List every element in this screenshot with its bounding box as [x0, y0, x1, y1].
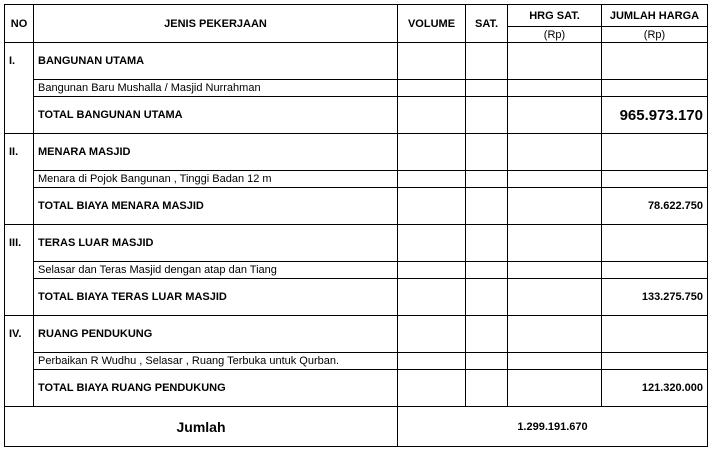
total-row	[5, 279, 708, 316]
header-hrg-sat: HRG SAT.	[508, 5, 602, 27]
item-row	[5, 262, 708, 279]
section-title: RUANG PENDUKUNG	[34, 316, 398, 353]
item-row	[5, 353, 708, 370]
total-value: 965.973.170	[602, 97, 708, 134]
header-jumlah-harga-unit: (Rp)	[602, 27, 708, 43]
header-sat: SAT.	[466, 5, 508, 43]
section-number: III.	[5, 225, 34, 262]
item-description: Selasar dan Teras Masjid dengan atap dan Tiang	[34, 262, 398, 279]
item-row	[5, 80, 708, 97]
section-row	[5, 316, 708, 353]
section-row	[5, 43, 708, 80]
section-row	[5, 225, 708, 262]
total-label: TOTAL BIAYA MENARA MASJID	[34, 188, 398, 225]
section-number: IV.	[5, 316, 34, 353]
total-label: TOTAL BANGUNAN UTAMA	[34, 97, 398, 134]
header-jenis-pekerjaan: JENIS PEKERJAAN	[34, 5, 398, 43]
section-number: II.	[5, 134, 34, 171]
section-row	[5, 134, 708, 171]
item-description: Bangunan Baru Mushalla / Masjid Nurrahman	[34, 80, 398, 97]
grand-total-value: 1.299.191.670	[398, 407, 708, 447]
item-description: Perbaikan R Wudhu , Selasar , Ruang Terbuka untuk Qurban.	[34, 353, 398, 370]
section-title: TERAS LUAR MASJID	[34, 225, 398, 262]
section-title: MENARA MASJID	[34, 134, 398, 171]
table-header-row	[5, 5, 708, 27]
total-value: 121.320.000	[602, 370, 708, 407]
total-row	[5, 188, 708, 225]
item-row	[5, 171, 708, 188]
total-value: 78.622.750	[602, 188, 708, 225]
cost-table	[4, 4, 708, 447]
section-title: BANGUNAN UTAMA	[34, 43, 398, 80]
header-hrg-sat-unit: (Rp)	[508, 27, 602, 43]
header-no: NO	[5, 5, 34, 43]
item-description: Menara di Pojok Bangunan , Tinggi Badan 12 m	[34, 171, 398, 188]
grand-total-row	[5, 407, 708, 447]
header-volume: VOLUME	[398, 5, 466, 43]
header-jumlah-harga: JUMLAH HARGA	[602, 5, 708, 27]
section-number: I.	[5, 43, 34, 80]
total-value: 133.275.750	[602, 279, 708, 316]
grand-total-label: Jumlah	[5, 407, 398, 447]
total-row	[5, 97, 708, 134]
total-label: TOTAL BIAYA TERAS LUAR MASJID	[34, 279, 398, 316]
total-row	[5, 370, 708, 407]
total-label: TOTAL BIAYA RUANG PENDUKUNG	[34, 370, 398, 407]
